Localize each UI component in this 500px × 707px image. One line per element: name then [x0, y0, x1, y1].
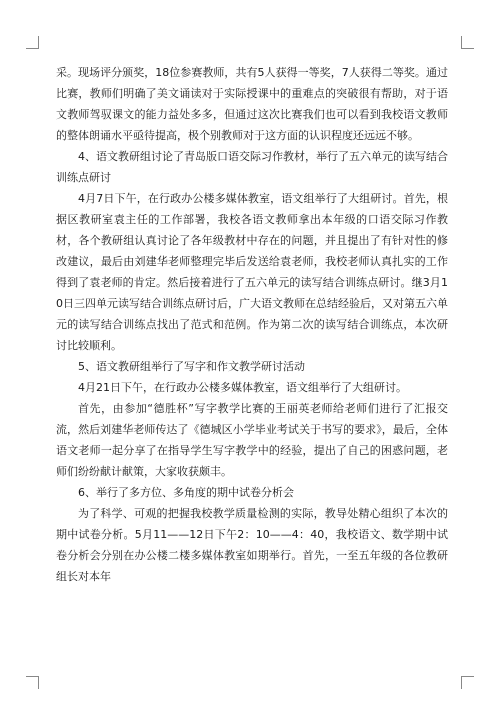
paragraph-contest-summary: 采。现场评分颁奖，18位参赛教师，共有5人获得一等奖，7人获得二等奖。通过比赛，教师们明确了美文诵读对于实际授课中的重难点的突破很有帮助，对于语文教师驾驭课文的能力益处多多，但通过这次比赛我们也可以看到我校语文教师的整体朗诵水平亟待提高，极个别教师对于这方面的认识程度还远远不够。: [56, 66, 448, 142]
crop-mark-bottom-right: [461, 676, 474, 689]
paragraph-item-6-body: 为了科学、可观的把握我校教学质量检测的实际，教导处精心组织了本次的期中试卷分析。5月11——12日下午2：10——4：40，我校语文、数学期中试卷分析会分别在办公楼二楼多媒体教室如期举行。首先，一至五年级的各位教研组长对本年: [56, 507, 448, 583]
paragraph-item-5-date: 4月21日下午，在行政办公楼多媒体教室，语文组举行了大组研讨。: [78, 381, 407, 394]
heading-item-6: 6、举行了多方位、多角度的期中试卷分析会: [78, 486, 294, 499]
crop-mark-top-left: [26, 36, 39, 49]
paragraph-item-5-body: 首先，由参加“德胜杯”写字教学比赛的王丽英老师给老师们进行了汇报交流，然后刘建华老师传达了《德城区小学毕业考试关于书写的要求》，最后，全体语文老师一起分享了在指导学生写字教学中的经验，提出了自己的困惑问题，老师们纷纷献计献策，大家收获颇丰。: [56, 402, 448, 478]
heading-item-4: 4、语文教研组讨论了青岛版口语交际习作教材，举行了五六单元的读写结合训练点研讨: [56, 150, 448, 184]
crop-mark-bottom-left: [26, 676, 39, 689]
document-body: [56, 62, 448, 587]
paragraph-item-4-body: 4月7日下午，在行政办公楼多媒体教室，语文组举行了大组研讨。首先，根据区教研室袁主任的工作部署，我校各语文教师拿出本年级的口语交际习作教材，各个教研组认真讨论了各年级教材中存在的问题，并且提出了有针对性的修改建议，最后由刘建华老师整理完毕后发送给袁老师，我校老师认真扎实的工作得到了袁老师的肯定。然后接着进行了五六单元的读写结合训练点研讨。继3月10日三四单元读写结合训练点研讨后，广大语文教师在总结经验后，又对第五六单元的读写结合训练点找出了范式和范例。作为第二次的读写结合训练点，本次研讨比较顺利。: [56, 192, 448, 352]
crop-mark-top-right: [461, 36, 474, 49]
heading-item-5: 5、语文教研组举行了写字和作文教学研讨活动: [78, 360, 305, 373]
